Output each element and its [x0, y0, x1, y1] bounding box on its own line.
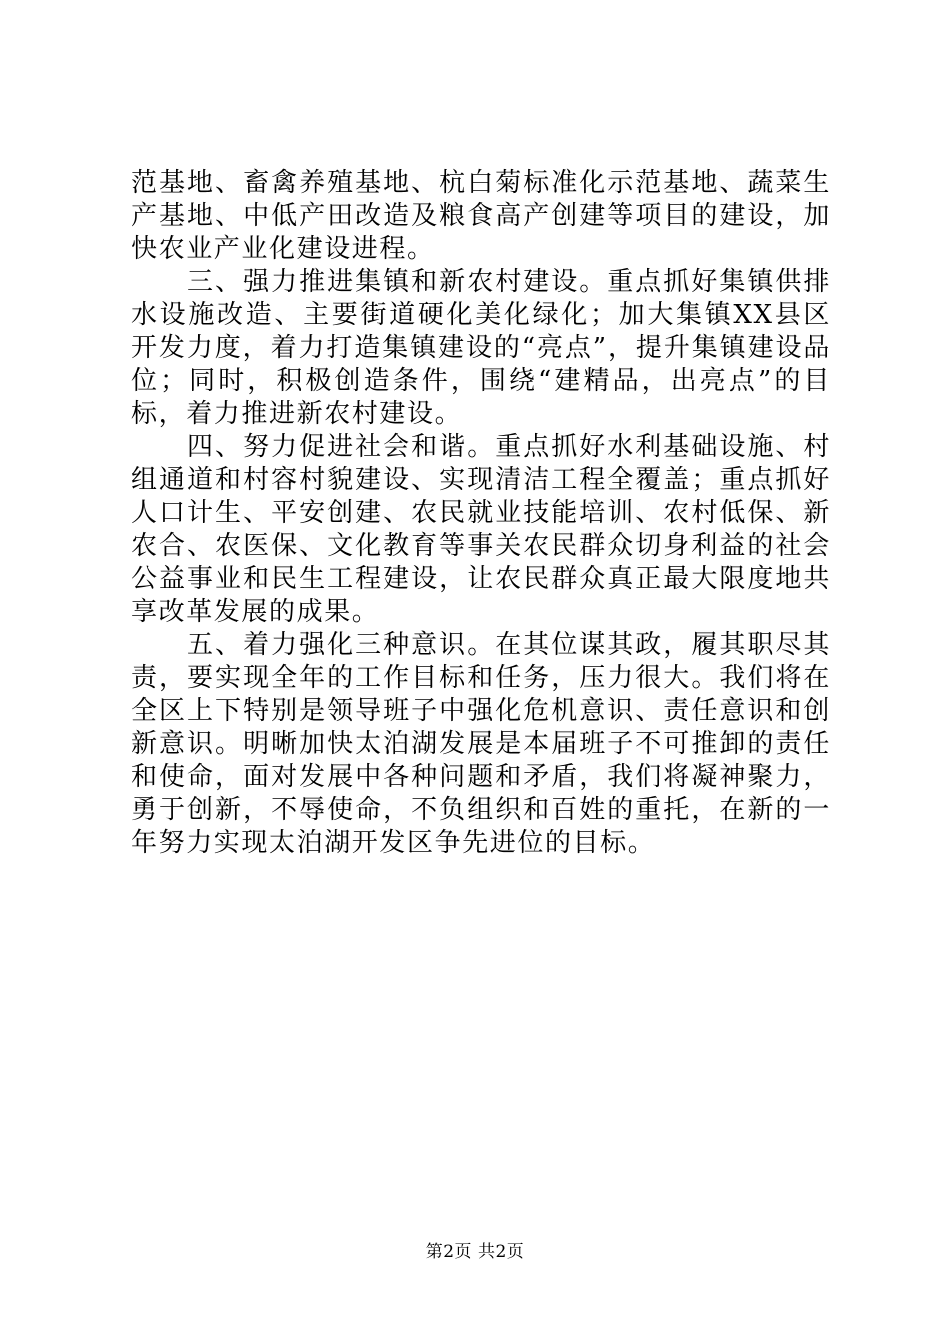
document-body: [131, 167, 831, 860]
paragraph-continuation: 范基地、畜禽养殖基地、杭白菊标准化示范基地、蔬菜生产基地、中低产田改造及粮食高产创建等项目的建设，加快农业产业化建设进程。: [131, 168, 831, 264]
paragraph-section-three: 三、强力推进集镇和新农村建设。重点抓好集镇供排水设施改造、主要街道硬化美化绿化；加大集镇XX县区开发力度，着力打造集镇建设的“亮点”，提升集镇建设品位；同时，积极创造条件，围绕“建精品，出亮点”的目标，着力推进新农村建设。: [131, 267, 831, 429]
paragraph-section-four: 四、努力促进社会和谐。重点抓好水利基础设施、村组通道和村容村貌建设、实现清洁工程全覆盖；重点抓好人口计生、平安创建、农民就业技能培训、农村低保、新农合、农医保、文化教育等事关农民群众切身利益的社会公益事业和民生工程建设，让农民群众真正最大限度地共享改革发展的成果。: [131, 432, 831, 627]
page-number-footer: 第2页 共2页: [425, 1242, 525, 1262]
paragraph-section-five: 五、着力强化三种意识。在其位谋其政，履其职尽其责，要实现全年的工作目标和任务，压力很大。我们将在全区上下特别是领导班子中强化危机意识、责任意识和创新意识。明晰加快太泊湖发展是本届班子不可推卸的责任和使命，面对发展中各种问题和矛盾，我们将凝神聚力，勇于创新，不辱使命，不负组织和百姓的重托，在新的一年努力实现太泊湖开发区争先进位的目标。: [131, 630, 831, 858]
